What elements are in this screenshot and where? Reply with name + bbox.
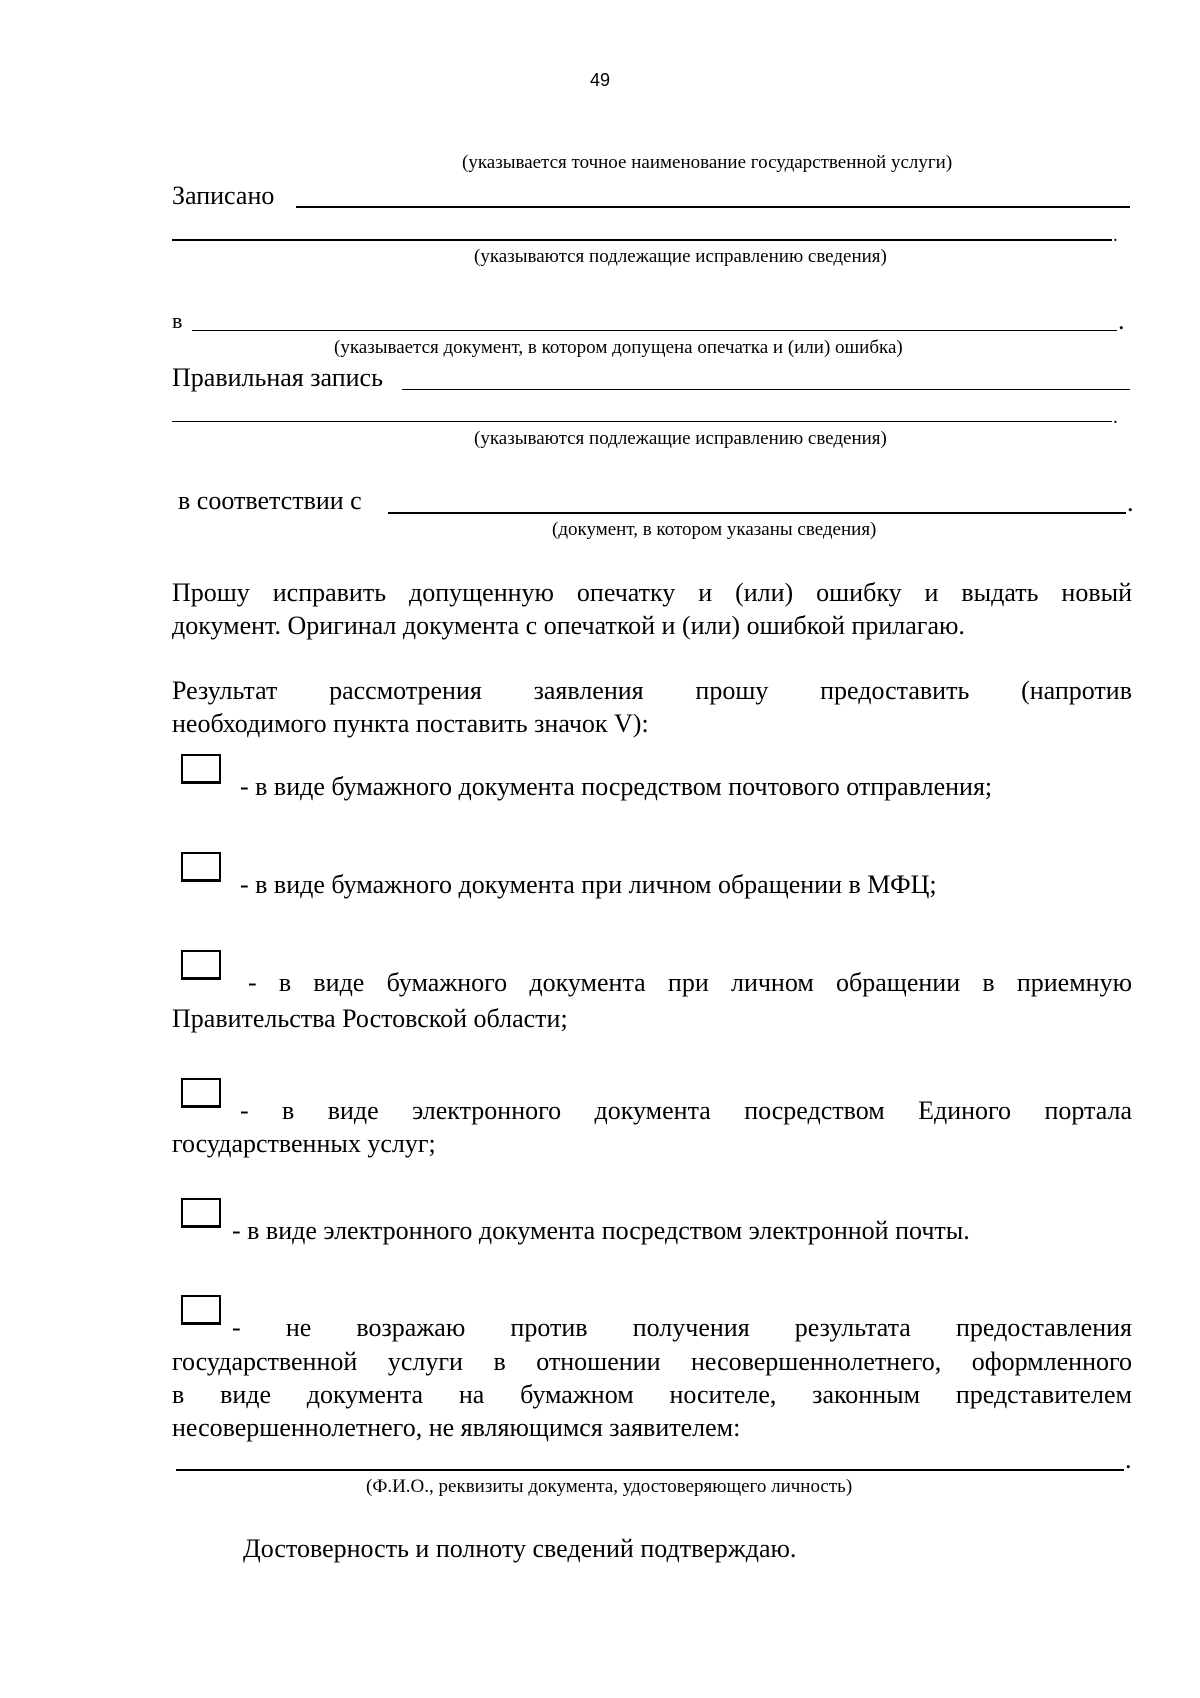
checkbox-gosuslugi-portal[interactable] [181,1078,221,1108]
field-zapisano-line1[interactable] [296,206,1130,208]
hint-corrected-info: (указываются подлежащие исправлению сведения) [474,428,887,449]
field-source-document[interactable] [388,512,1126,514]
option-reception-label-line2: Правительства Ростовской области; [172,1004,568,1033]
checkbox-postal[interactable] [181,754,221,784]
field-document[interactable] [192,330,1117,331]
end-mark: . [1113,407,1118,428]
end-mark: . [1118,306,1125,335]
option-portal-label-line1: - в виде электронного документа посредством Единого портала [240,1096,1132,1125]
checkbox-minor-consent[interactable] [181,1295,221,1325]
closing-statement: Достоверность и полноту сведений подтверждаю. [243,1534,797,1563]
label-v: в [172,308,183,333]
option-reception-label-line1: - в виде бумажного документа при личном обращении в приемную [248,968,1132,997]
hint-service-name: (указывается точное наименование государственной услуги) [462,152,953,173]
field-zapisano-line2[interactable] [172,239,1112,241]
request-line2: документ. Оригинал документа с опечаткой и (или) ошибкой прилагаю. [172,611,965,640]
end-mark: . [1113,225,1118,246]
option-minor-label-line2: государственной услуги в отношении несовершеннолетнего, оформленного [172,1347,1132,1376]
field-representative-details[interactable] [176,1469,1124,1471]
label-zapisano: Записано [172,181,275,210]
hint-corrected-info: (указываются подлежащие исправлению сведения) [474,246,887,267]
page-number: 49 [589,70,611,90]
hint-representative-details: (Ф.И.О., реквизиты документа, удостоверяющего личность) [366,1476,853,1497]
field-correct-entry-line1[interactable] [402,389,1130,390]
end-mark: . [1125,1445,1132,1474]
option-postal-label: - в виде бумажного документа посредством почтового отправления; [240,772,993,801]
checkbox-government-reception[interactable] [181,950,221,980]
option-portal-label-line2: государственных услуг; [172,1129,436,1158]
checkbox-mfc[interactable] [181,852,221,882]
label-correct-entry: Правильная запись [172,363,383,392]
result-intro-line2: необходимого пункта поставить значок V): [172,709,649,738]
end-mark: . [1127,488,1134,517]
field-correct-entry-line2[interactable] [172,421,1112,422]
hint-document-with-error: (указывается документ, в котором допущена опечатка и (или) ошибка) [334,337,903,358]
label-in-accordance: в соответствии с [178,486,362,515]
checkbox-email[interactable] [181,1198,221,1228]
request-line1: Прошу исправить допущенную опечатку и (или) ошибку и выдать новый [172,578,1132,607]
result-intro-line1: Результат рассмотрения заявления прошу предоставить (напротив [172,676,1132,705]
option-minor-label-line4: несовершеннолетнего, не являющимся заявителем: [172,1413,741,1442]
hint-source-document: (документ, в котором указаны сведения) [552,519,877,540]
option-minor-label-line3: в виде документа на бумажном носителе, законным представителем [172,1380,1132,1409]
option-mfc-label: - в виде бумажного документа при личном обращении в МФЦ; [240,870,937,899]
option-email-label: - в виде электронного документа посредством электронной почты. [232,1216,970,1245]
option-minor-label-line1: - не возражаю против получения результата предоставления [232,1313,1132,1342]
